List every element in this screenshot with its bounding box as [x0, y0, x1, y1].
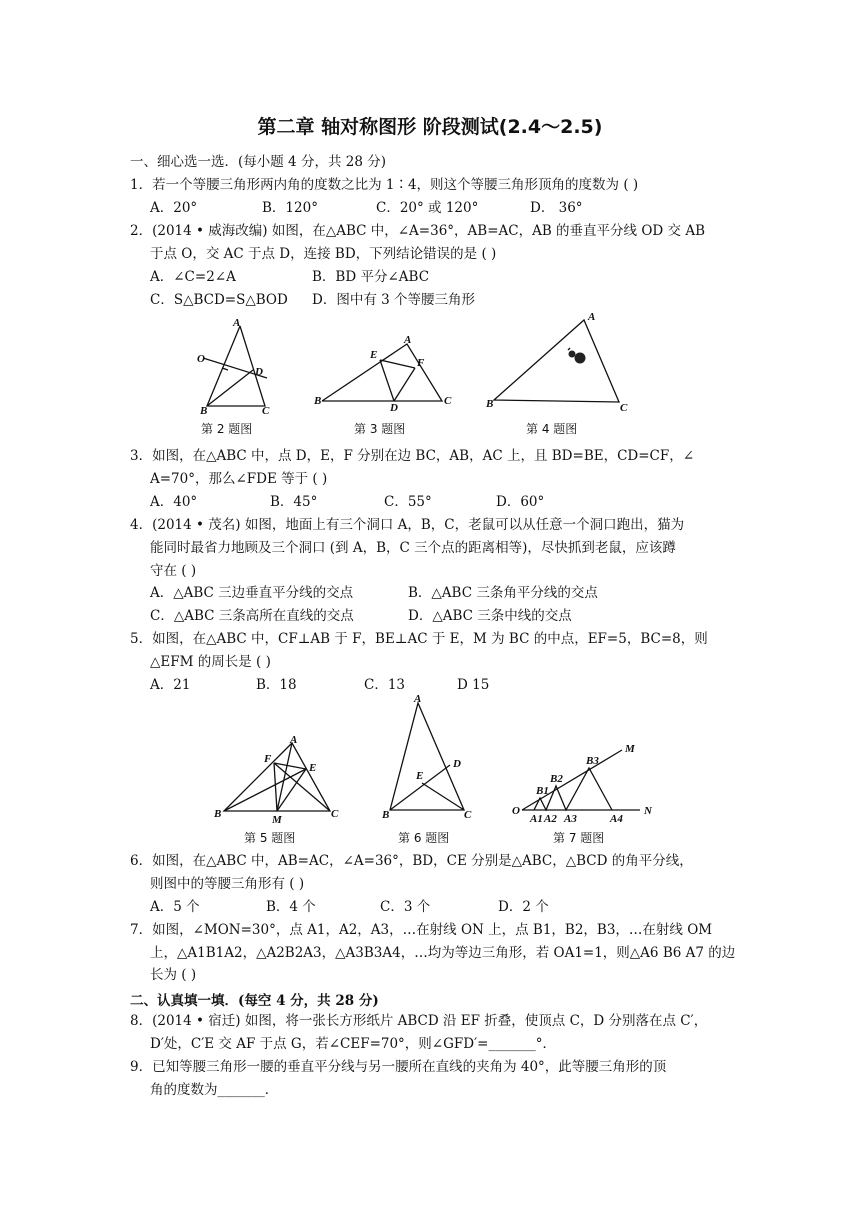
- fig2-label-o: O: [197, 353, 205, 365]
- fig7-label-b2: B2: [550, 773, 563, 785]
- fig4-label-c: C: [620, 402, 628, 414]
- q6-option-a[interactable]: A．5 个: [150, 899, 200, 915]
- fig3-label-b: B: [314, 395, 322, 407]
- q5-stem-line2: △EFM 的周长是 ( ): [150, 654, 271, 670]
- fig5-label-c: C: [331, 808, 339, 820]
- q2-option-c[interactable]: C．S△BCD=S△BOD: [150, 292, 288, 308]
- fig7-label-b1: B1: [536, 785, 549, 797]
- q6-option-d[interactable]: D．2 个: [498, 899, 549, 915]
- q7-stem-line2: 上，△A1B1A2，△A2B2A3，△A3B3A4，…均为等边三角形，若 OA1=1，则△A6 B6 A7 的边: [150, 945, 736, 961]
- fig2-label-d: D: [255, 366, 263, 378]
- fig7-label-b3: B3: [586, 755, 599, 767]
- q2-stem-line1: 2．(2014 • 威海改编) 如图，在△ABC 中，∠A=36°，AB=AC，AB 的垂直平分线 OD 交 AB: [130, 223, 705, 239]
- q8-stem-line1: 8．(2014 • 宿迁) 如图，将一张长方形纸片 ABCD 沿 EF 折叠，使顶点 C，D 分别落在点 C′，: [130, 1013, 708, 1029]
- q5-option-c[interactable]: C．13: [364, 677, 406, 693]
- q5-option-a[interactable]: A．21: [150, 677, 191, 693]
- q3-stem-line1: 3．如图，在△ABC 中，点 D，E，F 分别在边 BC，AB，AC 上，且 BD=BE，CD=CF，∠: [130, 448, 695, 464]
- fig6-label-b: B: [382, 809, 390, 821]
- q4-option-d[interactable]: D．△ABC 三条中线的交点: [408, 608, 572, 624]
- fig3-label-f: F: [417, 357, 425, 369]
- fig7-label-o: O: [512, 805, 520, 817]
- q6-option-c[interactable]: C．3 个: [380, 899, 431, 915]
- fig2-label-c: C: [262, 405, 270, 417]
- q4-stem-line2: 能同时最省力地顾及三个洞口 (到 A，B，C 三个点的距离相等)，尽快抓到老鼠，应该蹲: [150, 540, 676, 556]
- figure-q7: [510, 740, 660, 825]
- q3-option-d[interactable]: D．60°: [496, 494, 545, 510]
- q5-stem-line1: 5．如图，在△ABC 中，CF⊥AB 于 F，BE⊥AC 于 E，M 为 BC 的中点，EF=5，BC=8，则: [130, 631, 708, 647]
- q1-option-a[interactable]: A．20°: [150, 200, 198, 216]
- q2-stem-line2: 于点 O，交 AC 于点 D，连接 BD，下列结论错误的是 ( ): [150, 246, 497, 262]
- fig2-label-a: A: [233, 317, 241, 329]
- page-title: 第二章 轴对称图形 阶段测试(2.4～2.5): [257, 116, 603, 138]
- fig5-label-f: F: [264, 753, 272, 765]
- q1-option-c[interactable]: C．20° 或 120°: [376, 200, 479, 216]
- q4-stem-line3: 守在 ( ): [150, 563, 197, 579]
- q1-option-b[interactable]: B．120°: [262, 200, 318, 216]
- caption-fig4: 第 4 题图: [526, 422, 578, 436]
- fig2-label-b: B: [200, 405, 208, 417]
- fig5-label-a: A: [290, 734, 298, 746]
- caption-fig7: 第 7 题图: [553, 831, 605, 845]
- fig3-label-c: C: [444, 395, 452, 407]
- fig6-label-d: D: [453, 758, 461, 770]
- q5-option-d[interactable]: D 15: [457, 677, 490, 693]
- cat-icon: [568, 348, 585, 363]
- fig5-label-m: M: [272, 814, 282, 826]
- q6-option-b[interactable]: B．4 个: [266, 899, 316, 915]
- fig7-label-n: N: [644, 805, 652, 817]
- q8-stem-line2: D′处，C′E 交 AF 于点 G，若∠CEF=70°，则∠GFD′=_______°．: [150, 1036, 556, 1052]
- fig5-label-e: E: [309, 762, 317, 774]
- fig3-label-e: E: [370, 349, 378, 361]
- caption-fig2: 第 2 题图: [201, 422, 253, 436]
- figure-q6: [380, 695, 480, 825]
- figure-q4: [484, 310, 634, 414]
- q1-option-d[interactable]: D． 36°: [530, 200, 583, 216]
- caption-fig5: 第 5 题图: [244, 831, 296, 845]
- fig7-label-a1: A1: [530, 813, 543, 825]
- fig6-label-e: E: [416, 770, 424, 782]
- fig7-label-m: M: [625, 743, 635, 755]
- q1-stem: 1．若一个等腰三角形两内角的度数之比为 1∶4，则这个等腰三角形顶角的度数为 ( ): [130, 177, 639, 193]
- q6-stem-line2: 则图中的等腰三角形有 ( ): [150, 876, 305, 892]
- q4-option-c[interactable]: C．△ABC 三条高所在直线的交点: [150, 608, 354, 624]
- q3-option-b[interactable]: B．45°: [270, 494, 318, 510]
- caption-fig3: 第 3 题图: [354, 422, 406, 436]
- q9-stem-line2: 角的度数为_______．: [150, 1082, 279, 1098]
- q9-stem-line1: 9．已知等腰三角形一腰的垂直平分线与另一腰所在直线的夹角为 40°，此等腰三角形的顶: [130, 1059, 667, 1075]
- figure-q5: [210, 735, 345, 825]
- q2-option-b[interactable]: B．BD 平分∠ABC: [312, 269, 430, 285]
- q7-stem-line1: 7．如图，∠MON=30°，点 A1，A2，A3，…在射线 ON 上，点 B1，B2，B3，…在射线 OM: [130, 922, 713, 938]
- caption-fig6: 第 6 题图: [398, 831, 450, 845]
- q6-stem-line1: 6．如图，在△ABC 中，AB=AC，∠A=36°，BD，CE 分别是△ABC，△BCD 的角平分线，: [130, 853, 693, 869]
- figure-q2: [195, 318, 275, 416]
- fig6-label-c: C: [464, 809, 472, 821]
- q2-option-a[interactable]: A．∠C=2∠A: [150, 269, 236, 285]
- fig6-label-a: A: [414, 693, 422, 705]
- section2-heading: 二、认真填一填．(每空 4 分，共 28 分): [130, 993, 379, 1009]
- fig7-label-a3: A3: [564, 813, 577, 825]
- fig3-label-d: D: [390, 402, 398, 414]
- fig7-label-a2: A2: [544, 813, 557, 825]
- q5-option-b[interactable]: B．18: [256, 677, 297, 693]
- q3-option-a[interactable]: A．40°: [150, 494, 198, 510]
- figure-q3: [312, 334, 452, 412]
- q3-stem-line2: A=70°，那么∠FDE 等于 ( ): [150, 471, 328, 487]
- fig4-label-a: A: [588, 311, 596, 323]
- q2-option-d[interactable]: D．图中有 3 个等腰三角形: [312, 292, 475, 308]
- fig4-label-b: B: [486, 398, 494, 410]
- fig7-label-a4: A4: [610, 813, 623, 825]
- fig3-label-a: A: [404, 334, 412, 346]
- q4-option-b[interactable]: B．△ABC 三条角平分线的交点: [408, 585, 598, 601]
- q3-option-c[interactable]: C．55°: [384, 494, 432, 510]
- q4-stem-line1: 4．(2014 • 茂名) 如图，地面上有三个洞口 A，B，C，老鼠可以从任意一个洞口跑出，猫为: [130, 517, 685, 533]
- section1-heading: 一、细心选一选．(每小题 4 分，共 28 分): [130, 154, 386, 170]
- q4-option-a[interactable]: A．△ABC 三边垂直平分线的交点: [150, 585, 354, 601]
- fig5-label-b: B: [214, 808, 222, 820]
- q7-stem-line3: 长为 ( ): [150, 967, 197, 983]
